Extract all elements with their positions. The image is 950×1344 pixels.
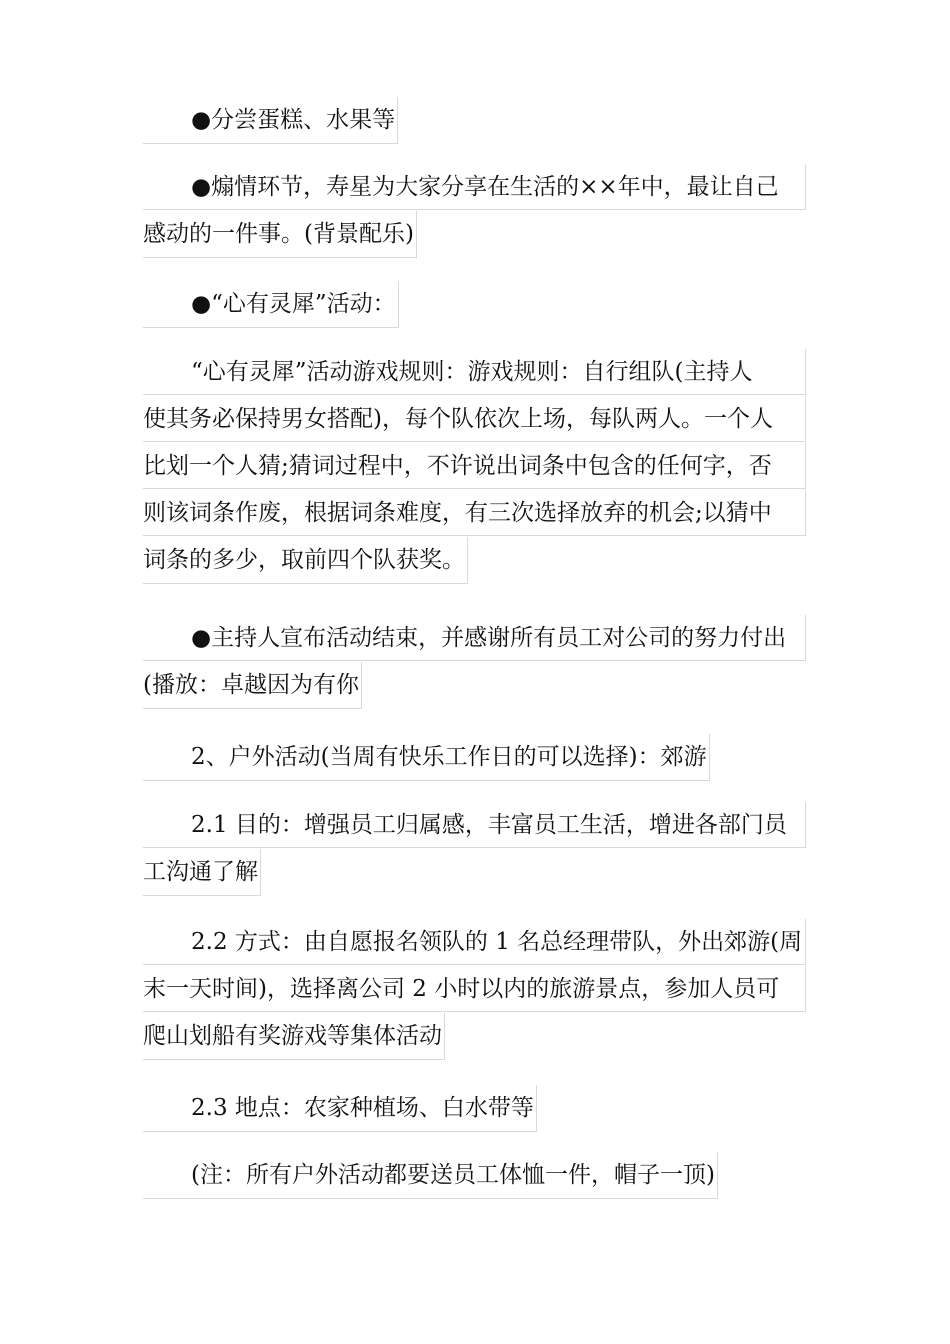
text-line: “心有灵犀”活动游戏规则：游戏规则：自行组队(主持人 (143, 349, 806, 395)
text-line: ●“心有灵犀”活动： (143, 281, 399, 328)
text-line: 词条的多少，取前四个队获奖。 (143, 537, 468, 584)
text-line: (注：所有户外活动都要送员工体恤一件，帽子一顶) (143, 1152, 718, 1199)
text-line: 2.2 方式：由自愿报名领队的 1 名总经理带队，外出郊游(周 (143, 919, 806, 965)
text-line: ●煽情环节，寿星为大家分享在生活的××年中，最让自己 (143, 164, 806, 210)
text-line: ●主持人宣布活动结束，并感谢所有员工对公司的努力付出 (143, 615, 806, 661)
paragraph-cake (143, 97, 808, 144)
paragraph-game-rules (143, 349, 808, 584)
paragraph-purpose (143, 802, 808, 896)
paragraph-outdoor-heading (143, 734, 808, 781)
paragraph-location (143, 1085, 808, 1132)
text-line: 比划一个人猜;猜词过程中，不许说出词条中包含的任何字，否 (143, 443, 806, 489)
text-line: (播放：卓越因为有你 (143, 662, 362, 709)
text-line: 2.3 地点：农家种植场、白水带等 (143, 1085, 537, 1132)
text-line: 工沟通了解 (143, 849, 261, 896)
text-line: 2、户外活动(当周有快乐工作日的可以选择)：郊游 (143, 734, 710, 781)
text-line: 2.1 目的：增强员工归属感，丰富员工生活，增进各部门员 (143, 802, 806, 848)
text-line: 末一天时间)，选择离公司 2 小时以内的旅游景点，参加人员可 (143, 966, 806, 1012)
text-line: 爬山划船有奖游戏等集体活动 (143, 1013, 445, 1060)
paragraph-method (143, 919, 808, 1060)
text-line: 则该词条作废，根据词条难度，有三次选择放弃的机会;以猜中 (143, 490, 806, 536)
paragraph-closing (143, 615, 808, 709)
paragraph-game-heading (143, 281, 808, 328)
paragraph-emotional-segment (143, 164, 808, 258)
text-line: 使其务必保持男女搭配)，每个队依次上场，每队两人。一个人 (143, 396, 806, 442)
text-line: ●分尝蛋糕、水果等 (143, 97, 398, 144)
text-line: 感动的一件事。(背景配乐) (143, 211, 417, 258)
paragraph-note (143, 1152, 808, 1199)
